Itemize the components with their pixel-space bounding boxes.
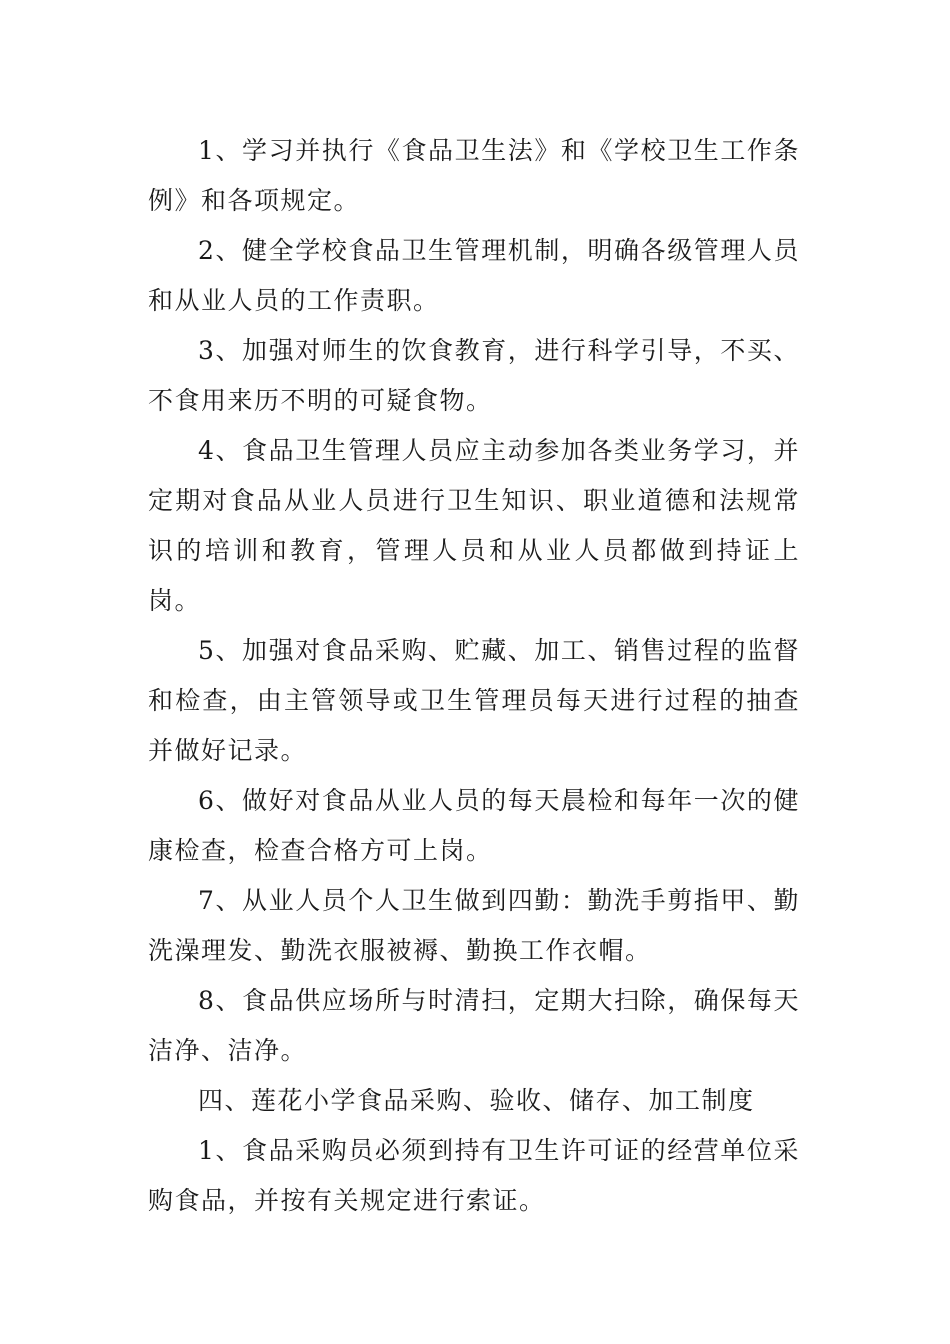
section-heading: 四、莲花小学食品采购、验收、储存、加工制度 — [198, 1086, 755, 1115]
paragraph-4: 4、食品卫生管理人员应主动参加各类业务学习，并定期对食品从业人员进行卫生知识、职业道德和法规常识的培训和教育，管理人员和从业人员都做到持证上岗。 — [148, 436, 800, 615]
paragraph-1: 1、学习并执行《食品卫生法》和《学校卫生工作条例》和各项规定。 — [148, 136, 800, 215]
paragraph-6: 6、做好对食品从业人员的每天晨检和每年一次的健康检查，检查合格方可上岗。 — [148, 786, 800, 865]
document-body — [148, 126, 800, 1226]
paragraph-9: 1、食品采购员必须到持有卫生许可证的经营单位采购食品，并按有关规定进行索证。 — [148, 1136, 800, 1215]
paragraph-8: 8、食品供应场所与时清扫，定期大扫除，确保每天洁净、洁净。 — [148, 986, 800, 1065]
paragraph-3: 3、加强对师生的饮食教育，进行科学引导，不买、不食用来历不明的可疑食物。 — [148, 336, 800, 415]
paragraph-7: 7、从业人员个人卫生做到四勤：勤洗手剪指甲、勤洗澡理发、勤洗衣服被褥、勤换工作衣帽。 — [148, 886, 800, 965]
paragraph-2: 2、健全学校食品卫生管理机制，明确各级管理人员和从业人员的工作责职。 — [148, 236, 800, 315]
paragraph-5: 5、加强对食品采购、贮藏、加工、销售过程的监督和检查，由主管领导或卫生管理员每天进行过程的抽查并做好记录。 — [148, 636, 800, 765]
